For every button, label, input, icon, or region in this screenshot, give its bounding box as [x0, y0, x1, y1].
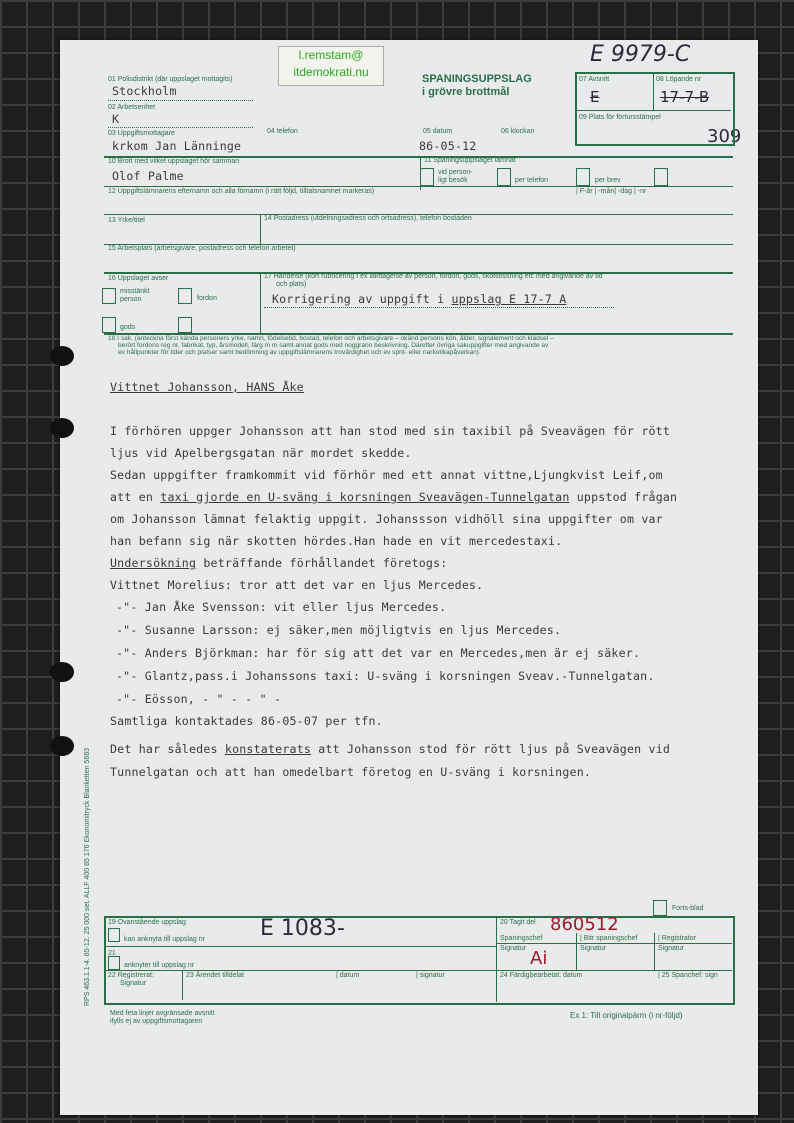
body-line: ljus vid Apelbergsgatan när mordet skedde. — [110, 446, 412, 460]
side-print: RPS 463.1.1-4. 85-12. 25 000 set. ALLF 400 85 176 Ekonomitryck Blanketten 5683 — [84, 747, 91, 1006]
label-spaningsuppslaget: 11 Spaningsuppslaget lämnat — [424, 157, 516, 164]
body-line: -"- Jan Åke Svensson: vit eller ljus Mercedes. — [116, 600, 447, 614]
label-i-sak-1: 18 I sak. (anteckna först kända personers yrke, namn, födelsetid, bostad, telefon och arbetsgivare – okänd persons kön, ålder, signalement och klädsel – — [108, 335, 554, 342]
label-telefon: 04 telefon — [267, 128, 298, 135]
form-title: SPANINGSUPPSLAG — [422, 73, 532, 85]
body-line: -"- Glantz,pass.i Johanssons taxi: U-sväng i korsningen Sveav.-Tunnelgatan. — [116, 669, 655, 683]
footer-copy-note: Ex 1: Till originalpärm (i nr-följd) — [570, 1011, 683, 1020]
label-yrke: 13 Yrke/titel — [108, 217, 145, 224]
label-brott: 10 Brott med vilket uppslaget hör samman — [108, 158, 240, 165]
handwritten-lopande: 17-7-B — [660, 88, 710, 106]
checkbox-misstankt-person[interactable] — [102, 288, 116, 304]
label-uppslaget-avser: 16 Uppslaget avser — [108, 275, 169, 282]
footer-note-1: Med feta linjer avgränsade avsnitt — [110, 1010, 215, 1017]
checkbox-anknytes[interactable] — [108, 956, 120, 970]
checkbox-anknyta[interactable] — [108, 928, 120, 942]
handwritten-avsnitt: E — [590, 88, 600, 106]
bottom-box — [104, 916, 735, 1005]
handwritten-signature: Ai — [530, 948, 548, 969]
body-line: Samtliga kontaktades 86-05-07 per tfn. — [110, 714, 383, 728]
value-datum: 86-05-12 — [419, 139, 477, 153]
body-line: Tunnelgatan och att han omedelbart företog en U-sväng i korsningen. — [110, 765, 592, 779]
label-datum: 05 datum — [423, 128, 453, 135]
body-line: -"- Anders Björkman: har för sig att det var en Mercedes,men är ej säker. — [116, 646, 641, 660]
punch-hole — [50, 346, 74, 366]
value-uppgiftsmottagare: krkom Jan Länninge — [112, 139, 242, 153]
label-ovanstaende: 19 Ovanstående uppslag — [108, 919, 186, 926]
body-line: -"- Eösson, - " - - " - — [116, 692, 282, 706]
form-sheet: l.remstam@ itdemokrati.nu E 9979-C 309 01 Polisdistrikt (där uppslaget mottagits) Stockholm SPANINGSUPPSLAG i grövre brottmål 07 Avsnitt 08 Löpande nr 09 Plats för förtursstämpel E 17-7-B 02 Arbetsenhet K 03 Uppgiftsmottagare 04 telefon 05 datum 06 klockan krkom Jan Länninge 86-05-12 10 Brott med vilket uppslaget hör samman 11 Spaningsuppslaget lämnat Olof Palme vid person- ligt besök per telefon per brev 12 Uppgiftslämnarens efternamn och alla förnamn (i rätt följd, tilltalsnamnet markeras) | F-år | -mån| -dag | -nr 13 Yrke/titel 14 Postadress (utdelningsadress och ortsadress), telefon bostaden 15 Arbetsplats (arbetsgivare, postadress och telefon arbetet) 16 Uppslaget avser 17 Händelse (kort rubricering t ex iakttagelse av person, fordon, gods, skottlossning etc med angivande av tid och plats) misstänkt person fordon gods Korrigering av uppgift i uppslag E 17-7 A 18 I sak. (anteckna först kända personers yrke, namn, födelsetid, bostad, telefon och arbetsgivare – okänd persons kön, ålder, signalement och klädsel – berört fordons reg nr, fabrikat, typ, årsmodell, färg m m samt annat gods med noggrann beskrivning. Därefter övriga sakuppgifter med angivande av ev hållpunkter för tider och platser samt bedömning av uppgiftslämnarens trovärdighet och ev sprit- eller narkotikapåverkan) Vittnet Johansson, HANS Åke I förhören uppger Johansson att han stod med sin taxibil på Sveavägen för rött ljus vid Apelbergsgatan när mordet skedde. Sedan uppgifter framkommit vid förhör med ett annat vittne,Ljungkvist Leif,om att en taxi gjorde en U-sväng i korsningen Sveavägen-Tunnelgatan uppstod frågan om Johansson lämnat felaktig uppgit. Johanssson vidhöll sina uppgifter om var han befann sig när skotten hördes.Han hade en vit mercedestaxi. Undersökning beträffande förhållandet företogs: Vittnet Morelius: tror att det var en ljus Mercedes. -"- Jan Åke Svensson: vit eller ljus Mercedes. -"- Susanne Larsson: ej säker,men möjligtvis en ljus Mercedes. -"- Anders Björkman: har för sig att det var en Mercedes,men är ej säker. -"- Glantz,pass.i Johanssons taxi: U-sväng i korsningen Sveav.-Tunnelgatan. -"- Eösson, - " - - " - Samtliga kontaktades 86-05-07 per tfn. Det har således konstaterats att Johansson stod för rött ljus på Sveavägen vid Tunnelgatan och att han omedelbart företog en U-sväng i korsningen. RPS 463.1.1-4. 85-12. 25 000 set. ALLF 400 85 176 Ekonomitryck Blanketten 5683 Forts-blad 19 Ovanstående uppslag kan anknyta till uppslag nr E 1083- 21 anknyter till uppslag nr 22 Registrerat: Signatur 23 Ärendet tilldelat | datum | signatur 20 Tagit del 860512 Spaningschef | Bitr spaningschef | Registrator Signatur Signatur Signatur Ai 24 Färdigbearbetat: datum | 25 Spanchef: sign Med feta linjer avgränsade avsnitt ifylls ej av uppgiftsmottagaren Ex 1: Till originalpärm (i nr-följd) — [60, 40, 758, 1115]
label-avsnitt: 07 Avsnitt — [579, 76, 610, 83]
checkbox-per-brev[interactable] — [576, 168, 590, 186]
label-klockan: 06 klockan — [501, 128, 535, 135]
body-line: Vittnet Morelius: tror att det var en ljus Mercedes. — [110, 578, 484, 592]
handwritten-case-number: E 9979-C — [590, 42, 691, 67]
body-line: Sedan uppgifter framkommit vid förhör med ett annat vittne,Ljungkvist Leif,om — [110, 468, 663, 482]
value-handelse: Korrigering av uppgift i uppslag E 17-7 A — [272, 292, 567, 306]
body-line: om Johansson lämnat felaktig uppgit. Johanssson vidhöll sina uppgifter om var — [110, 512, 663, 526]
checkbox-fordon[interactable] — [178, 288, 192, 304]
label-polisdistrikt: 01 Polisdistrikt (där uppslaget mottagits) — [108, 76, 233, 83]
label-i-sak-2: berört fordons reg nr, fabrikat, typ, årsmodell, färg m m samt annat gods med noggrann beskrivning. Därefter övriga sakuppgifter med angivande av — [118, 342, 549, 349]
checkbox-personligt-besok[interactable] — [420, 168, 434, 186]
checkbox-extra[interactable] — [654, 168, 668, 186]
body-line: att en taxi gjorde en U-sväng i korsningen Sveavägen-Tunnelgatan uppstod frågan — [110, 490, 678, 504]
label-lopande: 08 Löpande nr — [656, 76, 702, 83]
witness-heading: Vittnet Johansson, HANS Åke — [110, 380, 304, 394]
checkbox-gods[interactable] — [102, 317, 116, 333]
handwritten-uppslag-nr: E 1083- — [260, 916, 345, 941]
body-line: han befann sig när skotten hördes.Han hade en vit mercedestaxi. — [110, 534, 563, 548]
punch-hole — [50, 736, 74, 756]
label-i-sak-3: ev hållpunkter för tider och platser samt bedömning av uppgiftslämnarens trovärdighet och ev sprit- eller narkotikapåverkan) — [118, 349, 480, 356]
handwritten-stamp-number: 309 — [707, 126, 742, 147]
value-arbetsenhet: K — [112, 112, 120, 126]
value-brott: Olof Palme — [112, 169, 184, 183]
body-line: -"- Susanne Larsson: ej säker,men möjligtvis en ljus Mercedes. — [116, 623, 562, 637]
punch-hole — [50, 662, 74, 682]
label-forts-blad: Forts-blad — [672, 905, 704, 912]
footer-note-2: ifylls ej av uppgiftsmottagaren — [110, 1018, 203, 1025]
label-uppgiftsmottagare: 03 Uppgiftsmottagare — [108, 130, 175, 137]
label-handelse: 17 Händelse (kort rubricering t ex iakttagelse av person, fordon, gods, skottlossning etc med angivande av tid — [264, 273, 603, 280]
watermark-stamp: l.remstam@ itdemokrati.nu — [278, 46, 384, 86]
checkbox-per-telefon[interactable] — [497, 168, 511, 186]
label-arbetsenhet: 02 Arbetsenhet — [108, 104, 156, 111]
label-arbetsplats: 15 Arbetsplats (arbetsgivare, postadress och telefon arbetet) — [108, 245, 296, 252]
avsnitt-box — [575, 72, 735, 146]
checkbox-forts-blad[interactable] — [653, 900, 667, 916]
body-line: Det har således konstaterats att Johansson stod för rött ljus på Sveavägen vid — [110, 742, 671, 756]
punch-hole — [50, 418, 74, 438]
label-uppgiftslamnare: 12 Uppgiftslämnarens efternamn och alla förnamn (i rätt följd, tilltalsnamnet markeras) — [108, 188, 375, 195]
body-line: I förhören uppger Johansson att han stod med sin taxibil på Sveavägen för rött — [110, 424, 671, 438]
label-postadress: 14 Postadress (utdelningsadress och ortsadress), telefon bostaden — [264, 215, 472, 222]
label-fodelsedatum: | F-år | -mån| -dag | -nr — [576, 188, 647, 195]
value-polisdistrikt: Stockholm — [112, 84, 177, 98]
form-subtitle: i grövre brottmål — [422, 86, 510, 98]
checkbox-ovrigt[interactable] — [178, 317, 192, 333]
handwritten-tagit-del: 860512 — [550, 914, 619, 935]
label-plats: 09 Plats för förtursstämpel — [579, 114, 661, 121]
body-line: Undersökning beträffande förhållandet företogs: — [110, 556, 448, 570]
